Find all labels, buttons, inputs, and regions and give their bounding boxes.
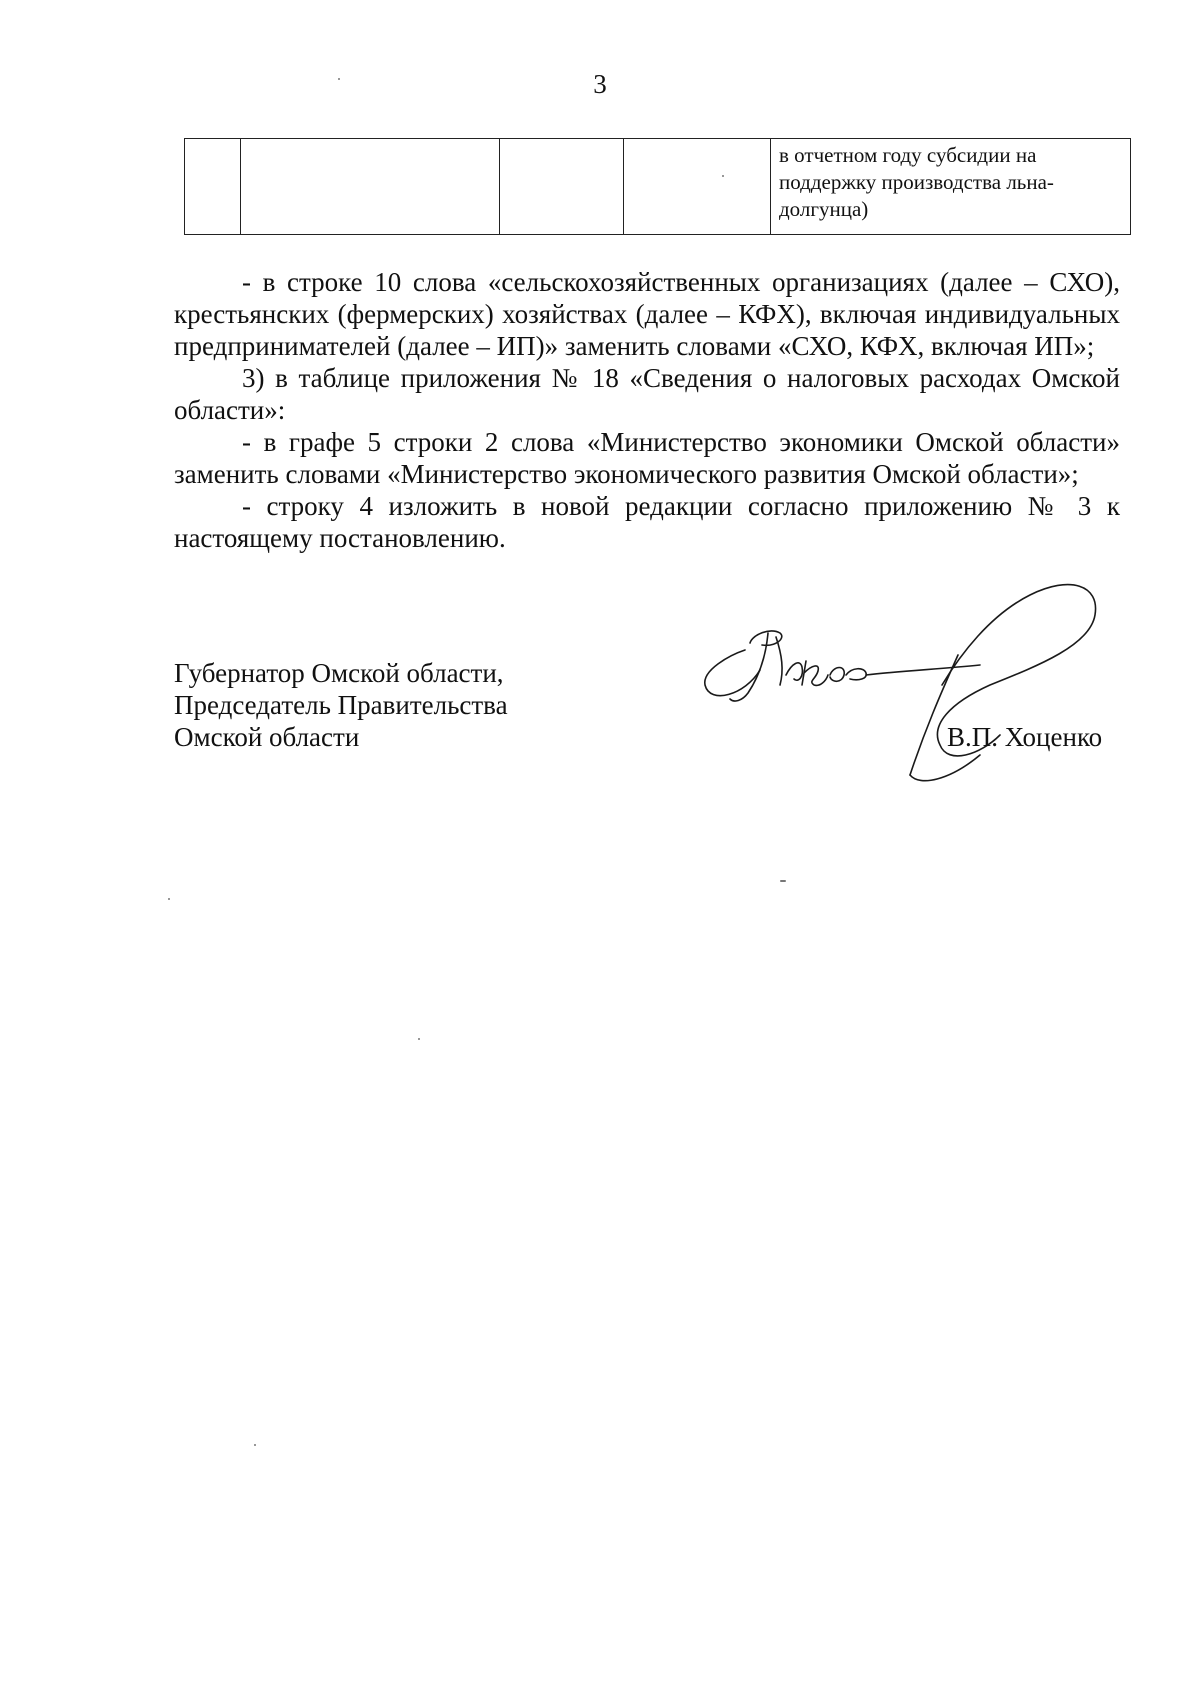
scan-speck xyxy=(168,898,170,900)
signatory-name: В.П. Хоценко xyxy=(947,722,1103,752)
scan-speck xyxy=(418,1038,420,1040)
table-cell xyxy=(500,139,624,235)
paragraph: - в строке 10 слова «сельскохозяйственных организациях (далее – СХО), крестьянских (фермерских) хозяйствах (далее – КФХ), включая индивидуальных предпринимателей (далее – ИП)» заменить словами «СХО, КФХ, включая ИП»; xyxy=(174,267,1120,361)
scan-speck xyxy=(254,1444,256,1446)
scan-speck xyxy=(722,175,724,177)
table-cell xyxy=(241,139,500,235)
table-cell-line: в отчетном году субсидии на xyxy=(779,143,1037,167)
paragraph: - строку 4 изложить в новой редакции согласно приложению № 3 к настоящему постановлению. xyxy=(174,491,1120,553)
table-cell xyxy=(624,139,771,235)
paragraph: 3) в таблице приложения № 18 «Сведения о налоговых расходах Омской области»: xyxy=(174,363,1120,425)
scan-speck xyxy=(338,78,340,80)
signatory-title-line: Омской области xyxy=(174,722,360,752)
table-cell-line: поддержку производства льна- xyxy=(779,170,1054,194)
signatory-title-line: Председатель Правительства xyxy=(174,690,508,720)
handwritten-signature xyxy=(690,575,1110,800)
table-cell xyxy=(185,139,241,235)
scan-speck xyxy=(780,880,786,882)
table-cell-text xyxy=(771,139,1131,235)
signatory-title-line: Губернатор Омской области, xyxy=(174,658,504,688)
document-body xyxy=(174,266,1120,554)
continuation-table xyxy=(184,138,1131,235)
table-row xyxy=(185,139,1131,235)
signatory-title xyxy=(174,657,508,753)
table-cell-line: долгунца) xyxy=(779,197,869,221)
page-number: 3 xyxy=(593,69,607,99)
paragraph: - в графе 5 строки 2 слова «Министерство экономики Омской области» заменить словами «Министерство экономического развития Омской области»; xyxy=(174,427,1120,489)
